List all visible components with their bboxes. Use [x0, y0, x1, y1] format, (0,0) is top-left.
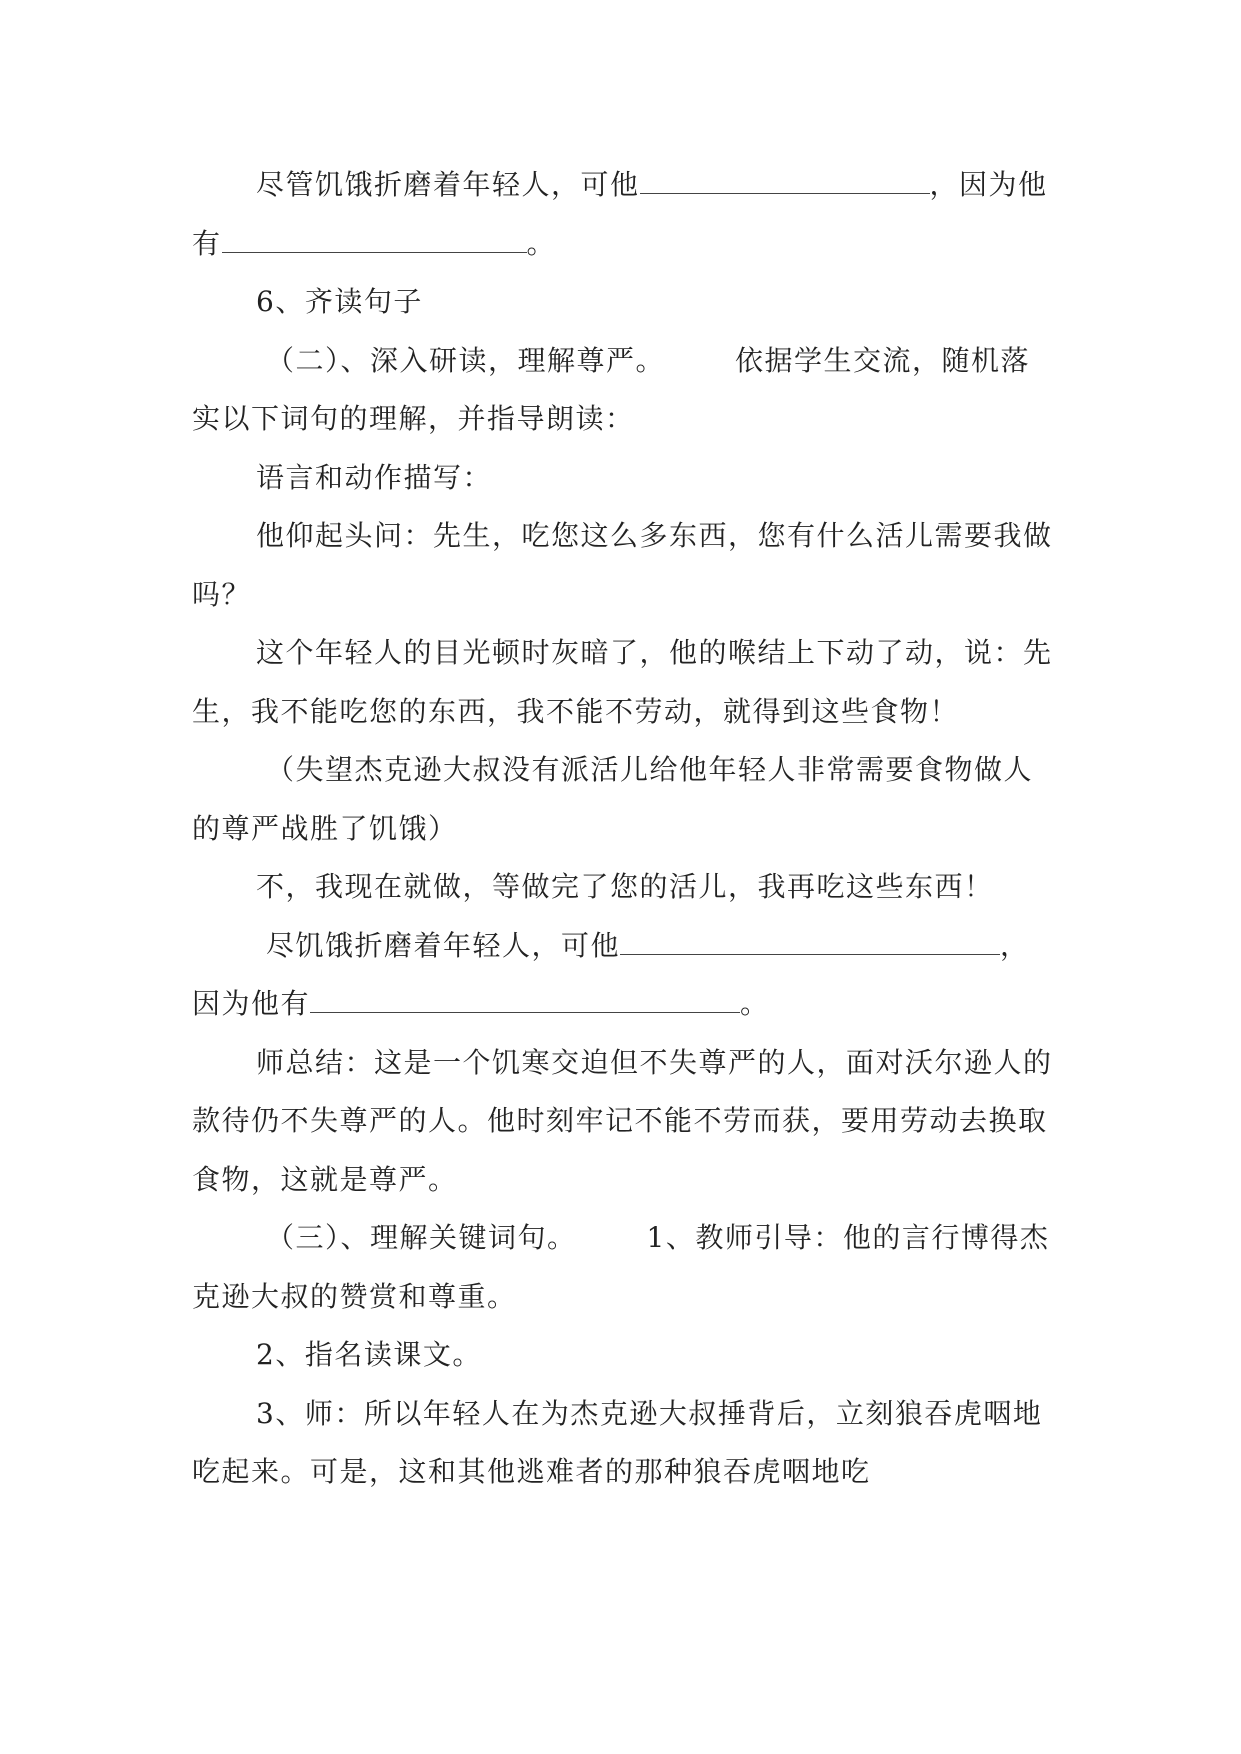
paragraph-read-aloud: 6、齐读句子 — [256, 285, 423, 318]
paragraph-quote-question: 他仰起头问：先生，吃您这么多东西，您有什么活儿需要我做吗？ — [192, 519, 1053, 611]
text-span: ，因为他有 — [192, 168, 1048, 260]
text-span: 尽管饥饿折磨着年轻人，可他 — [256, 168, 640, 201]
answer-blank — [222, 224, 527, 253]
text-span: 。 — [740, 987, 770, 1020]
text-span: 1、教师引导：他的言行博得杰克逊大叔的赞赏和尊重。 — [192, 1221, 1050, 1313]
section-heading: （三）、理解关键词句。 — [266, 1221, 577, 1254]
paragraph-quote-refusal: 这个年轻人的目光顿时灰暗了，他的喉结上下动了动，说：先生，我不能吃您的东西，我不能不劳动，就得到这些食物！ — [192, 636, 1053, 728]
paragraph-quote-work: 不，我现在就做，等做完了您的活儿，我再吃这些东西！ — [256, 870, 994, 903]
paragraph-annotation: （失望杰克逊大叔没有派活儿给他年轻人非常需要食物做人的尊严战胜了饥饿） — [192, 753, 1034, 845]
text-span: 尽饥饿折磨着年轻人，可他 — [266, 928, 621, 962]
document-body — [192, 156, 1054, 1502]
paragraph-teacher-summary: 师总结：这是一个饥寒交迫但不失尊严的人，面对沃尔逊人的款待仍不失尊严的人。他时刻牢记不能不劳而获，要用劳动去换取食物，这就是尊严。 — [192, 1045, 1053, 1196]
text-span: 。 — [526, 226, 557, 260]
text-span: 依据学生交流，随机落实以下词句的理解，并指导朗读： — [192, 343, 1031, 435]
paragraph-read-text: 2、指名读课文。 — [256, 1338, 482, 1371]
text-span: ，因为他有 — [192, 928, 1030, 1020]
answer-blank — [620, 926, 1000, 955]
paragraph-teacher-remark: 3、师：所以年轻人在为杰克逊大叔捶背后，立刻狼吞虎咽地吃起来。可是，这和其他逃难者的那种狼吞虎咽地吃 — [192, 1396, 1043, 1488]
paragraph-section-two — [192, 332, 1054, 449]
paragraph-description-label: 语言和动作描写： — [256, 460, 493, 494]
answer-blank — [310, 984, 740, 1013]
paragraph-section-three — [192, 1209, 1054, 1326]
paragraph-fill-blank-1 — [192, 156, 1054, 273]
answer-blank — [640, 165, 930, 194]
section-heading: （二）、深入研读，理解尊严。 — [266, 343, 666, 377]
paragraph-fill-blank-2 — [192, 917, 1054, 1034]
